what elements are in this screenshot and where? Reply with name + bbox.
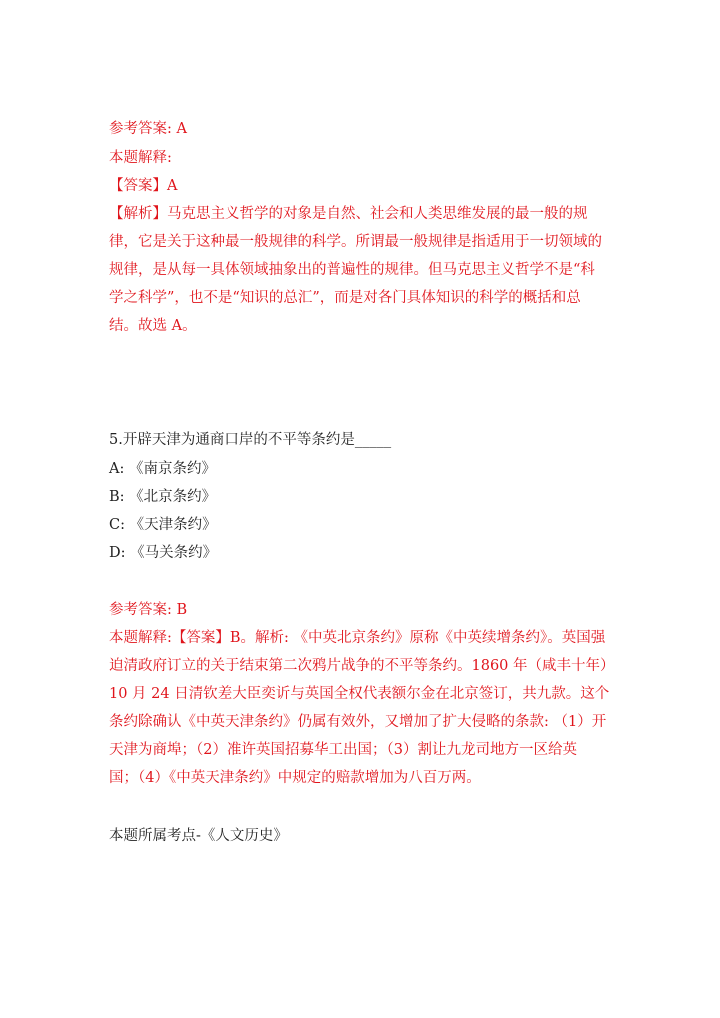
q5-explain-line: 10 月 24 日清钦差大臣奕䜣与英国全权代表额尔金在北京签订，共九款。这个 xyxy=(109,686,610,702)
q5-answer-line: 参考答案: B xyxy=(109,602,188,618)
q4-explain-label: 本题解释: xyxy=(109,150,172,166)
q5-option-d: D: 《马关条约》 xyxy=(109,545,218,561)
q5-question: 5.开辟天津为通商口岸的不平等条约是_____ xyxy=(109,432,392,448)
q4-analysis-line: 学之科学”，也不是“知识的总汇”，而是对各门具体知识的科学的概括和总 xyxy=(109,290,581,306)
q4-analysis-line: 规律，是从每一具体领域抽象出的普遍性的规律。但马克思主义哲学不是“科 xyxy=(109,262,595,278)
q5-explain-line: 天津为商埠；（2）准许英国招募华工出国；（3）割让九龙司地方一区给英 xyxy=(109,742,577,758)
q4-analysis-line: 律，它是关于这种最一般规律的科学。所谓最一般规律是指适用于一切领域的 xyxy=(109,234,602,250)
q5-explain-line: 条约除确认《中英天津条约》仍属有效外，又增加了扩大侵略的条款: （1）开 xyxy=(109,714,607,730)
q5-explain-line: 国；（4）《中英天津条约》中规定的赔款增加为八百万两。 xyxy=(109,770,481,786)
q5-option-a: A: 《南京条约》 xyxy=(109,461,216,477)
q4-analysis-line: 结。故选 A。 xyxy=(109,318,197,334)
q5-option-b: B: 《北京条约》 xyxy=(109,489,217,505)
q5-option-c: C: 《天津条约》 xyxy=(109,517,217,533)
q5-explain-line: 本题解释:【答案】B。解析: 《中英北京条约》原称《中英续增条约》。英国强 xyxy=(109,630,606,646)
q5-topic: 本题所属考点-《人文历史》 xyxy=(109,828,288,844)
q4-answer-line: 参考答案: A xyxy=(109,121,187,137)
q5-explain-line: 迫清政府订立的关于结束第二次鸦片战争的不平等条约。1860 年（咸丰十年） xyxy=(109,658,615,674)
q4-answer-tag: 【答案】A xyxy=(109,178,178,194)
q4-analysis-line: 【解析】马克思主义哲学的对象是自然、社会和人类思维发展的最一般的规 xyxy=(109,206,588,222)
